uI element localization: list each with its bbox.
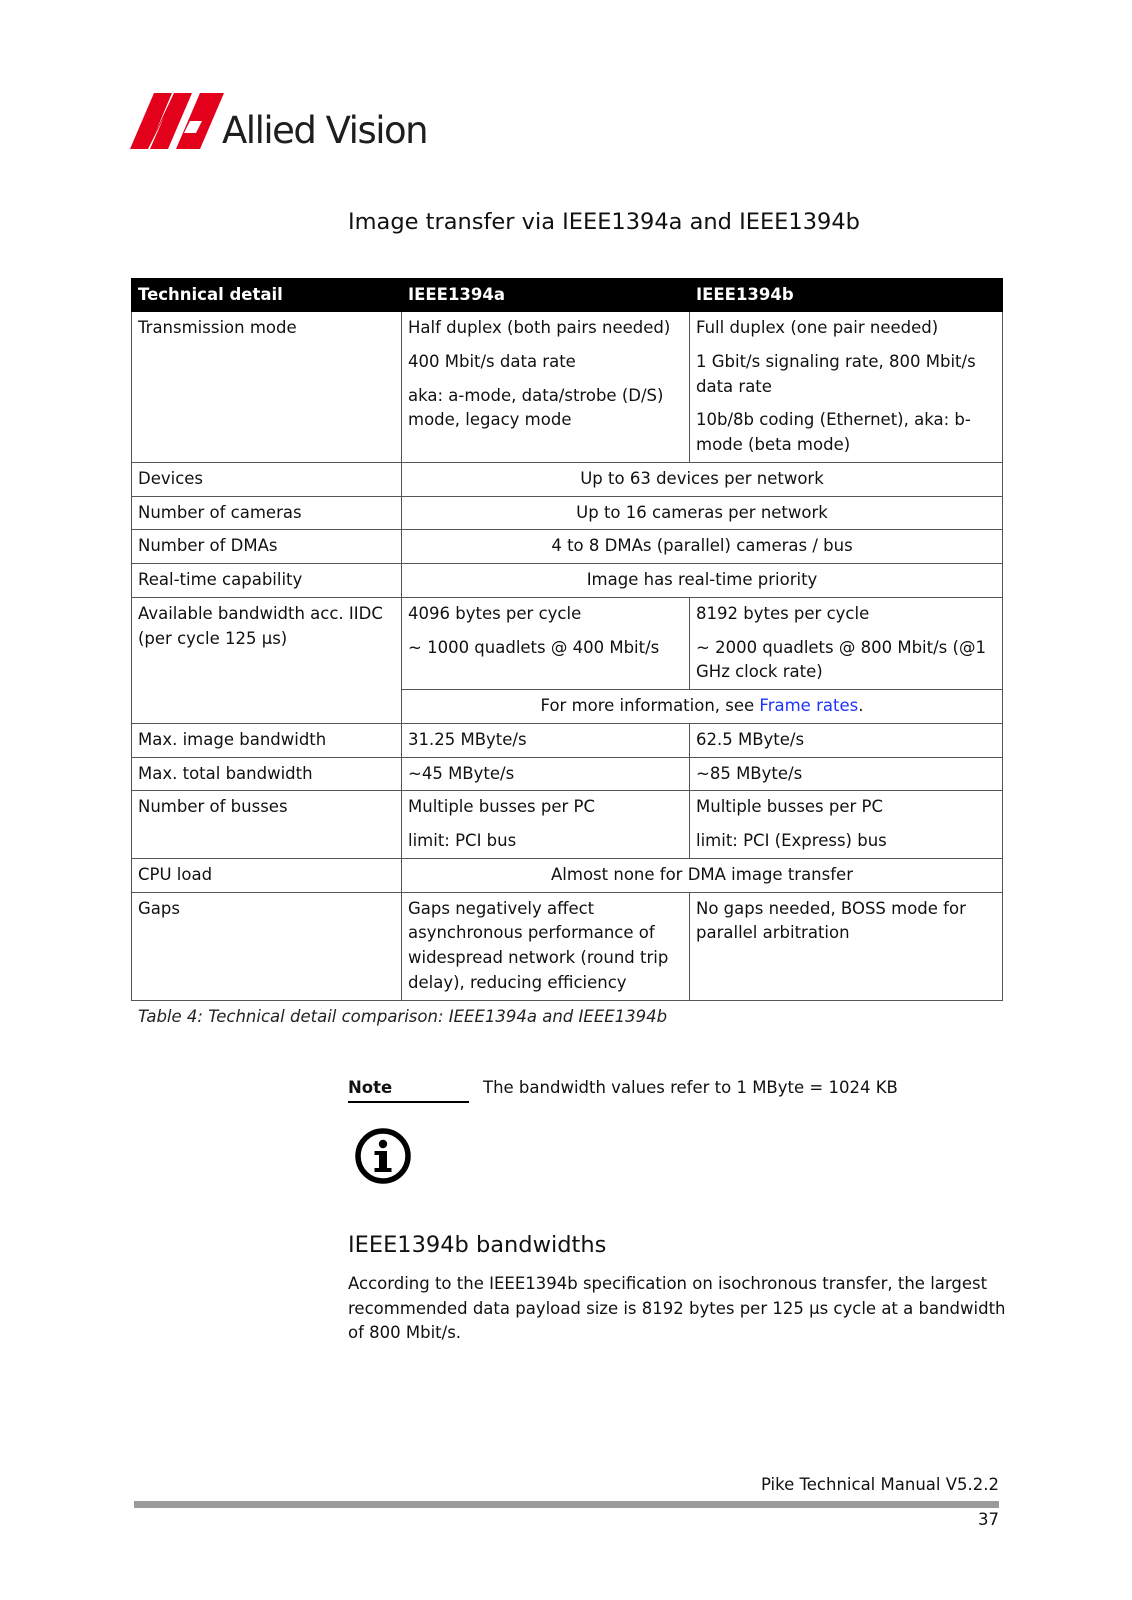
row-label: Available bandwidth acc. IIDC (per cycle 125 µs) [132, 597, 402, 723]
ieee1394a-cell [402, 597, 690, 689]
ieee1394b-cell [690, 597, 1003, 689]
ieee1394b-cell: ~85 MByte/s [690, 757, 1003, 791]
ieee1394b-cell [690, 791, 1003, 859]
table-caption: Table 4: Technical detail comparison: IEEE1394a and IEEE1394b [138, 1007, 668, 1026]
table-row [132, 312, 1003, 463]
cell-text: ~ 1000 quadlets @ 400 Mbit/s [408, 637, 660, 657]
row-label: Number of DMAs [132, 530, 402, 564]
note-label: Note [348, 1078, 469, 1103]
row-label: Devices [132, 462, 402, 496]
info-icon [353, 1126, 413, 1186]
shared-cell: 4 to 8 DMAs (parallel) cameras / bus [402, 530, 1003, 564]
column-header: IEEE1394a [402, 279, 690, 312]
row-label: Number of cameras [132, 496, 402, 530]
cell-text: Multiple busses per PC [408, 797, 596, 817]
ieee1394a-cell: Gaps negatively affect asynchronous performance of widespread network (round trip delay), reducing efficiency [402, 892, 690, 1000]
column-header: IEEE1394b [690, 279, 1003, 312]
table-row [132, 757, 1003, 791]
column-header: Technical detail [132, 279, 402, 312]
shared-cell: Up to 63 devices per network [402, 462, 1003, 496]
subsection-heading: IEEE1394b bandwidths [348, 1232, 607, 1258]
ieee1394a-cell: 31.25 MByte/s [402, 723, 690, 757]
cell-text: aka: a-mode, data/strobe (D/S) mode, legacy mode [408, 385, 664, 430]
allied-vision-logo-icon [130, 93, 224, 149]
table-header-row [132, 279, 1003, 312]
cell-text: 1 Gbit/s signaling rate, 800 Mbit/s data rate [696, 351, 976, 396]
comparison-table [131, 278, 1003, 1001]
cell-text: ~ 2000 quadlets @ 800 Mbit/s (@1 GHz clock rate) [696, 637, 986, 682]
cell-text: 10b/8b coding (Ethernet), aka: b-mode (beta mode) [696, 410, 971, 454]
section-title: Image transfer via IEEE1394a and IEEE1394b [348, 209, 860, 235]
table-row [132, 496, 1003, 530]
cell-text: Multiple busses per PC [696, 797, 884, 817]
row-label: Number of busses [132, 791, 402, 859]
table-row [132, 723, 1003, 757]
more-info-text: For more information, see [540, 696, 760, 715]
cell-text: limit: PCI bus [408, 831, 517, 850]
row-label: Real-time capability [132, 564, 402, 598]
shared-cell: Almost none for DMA image transfer [402, 858, 1003, 892]
cell-text: limit: PCI (Express) bus [696, 831, 887, 850]
cell-text: Full duplex (one pair needed) [696, 318, 939, 337]
ieee1394b-cell: 62.5 MByte/s [690, 723, 1003, 757]
ieee1394a-cell [402, 312, 690, 463]
table-row [132, 530, 1003, 564]
ieee1394b-cell: No gaps needed, BOSS mode for parallel arbitration [690, 892, 1003, 1000]
ieee1394a-cell: ~45 MByte/s [402, 757, 690, 791]
table-row [132, 791, 1003, 859]
cell-text: Half duplex (both pairs needed) [408, 318, 671, 337]
more-info-suffix: . [858, 696, 864, 715]
ieee1394a-cell [402, 791, 690, 859]
row-label: Max. image bandwidth [132, 723, 402, 757]
row-label: CPU load [132, 858, 402, 892]
row-label: Transmission mode [132, 312, 402, 463]
table-row [132, 597, 1003, 689]
body-paragraph: According to the IEEE1394b specification on isochronous transfer, the largest recommended data payload size is 8192 bytes per 125 µs cycle at a bandwidth of 800 Mbit/s. [348, 1274, 1006, 1342]
page-number: 37 [978, 1510, 999, 1529]
logo-wordmark: Allied Vision [222, 109, 428, 152]
ieee1394b-cell [690, 312, 1003, 463]
shared-cell: Image has real-time priority [402, 564, 1003, 598]
table-row [132, 462, 1003, 496]
row-label: Gaps [132, 892, 402, 1000]
table-row [132, 564, 1003, 598]
note-text: The bandwidth values refer to 1 MByte = 1024 KB [483, 1078, 898, 1097]
table-row [132, 858, 1003, 892]
cell-text: 8192 bytes per cycle [696, 603, 870, 623]
footer-divider [134, 1501, 999, 1508]
cell-text: 4096 bytes per cycle [408, 603, 582, 623]
cell-text: 400 Mbit/s data rate [408, 351, 576, 371]
more-info-cell [402, 690, 1003, 724]
table-row [132, 892, 1003, 1000]
frame-rates-link[interactable]: Frame rates [759, 696, 859, 715]
shared-cell: Up to 16 cameras per network [402, 496, 1003, 530]
row-label: Max. total bandwidth [132, 757, 402, 791]
footer-document-title: Pike Technical Manual V5.2.2 [760, 1475, 999, 1494]
